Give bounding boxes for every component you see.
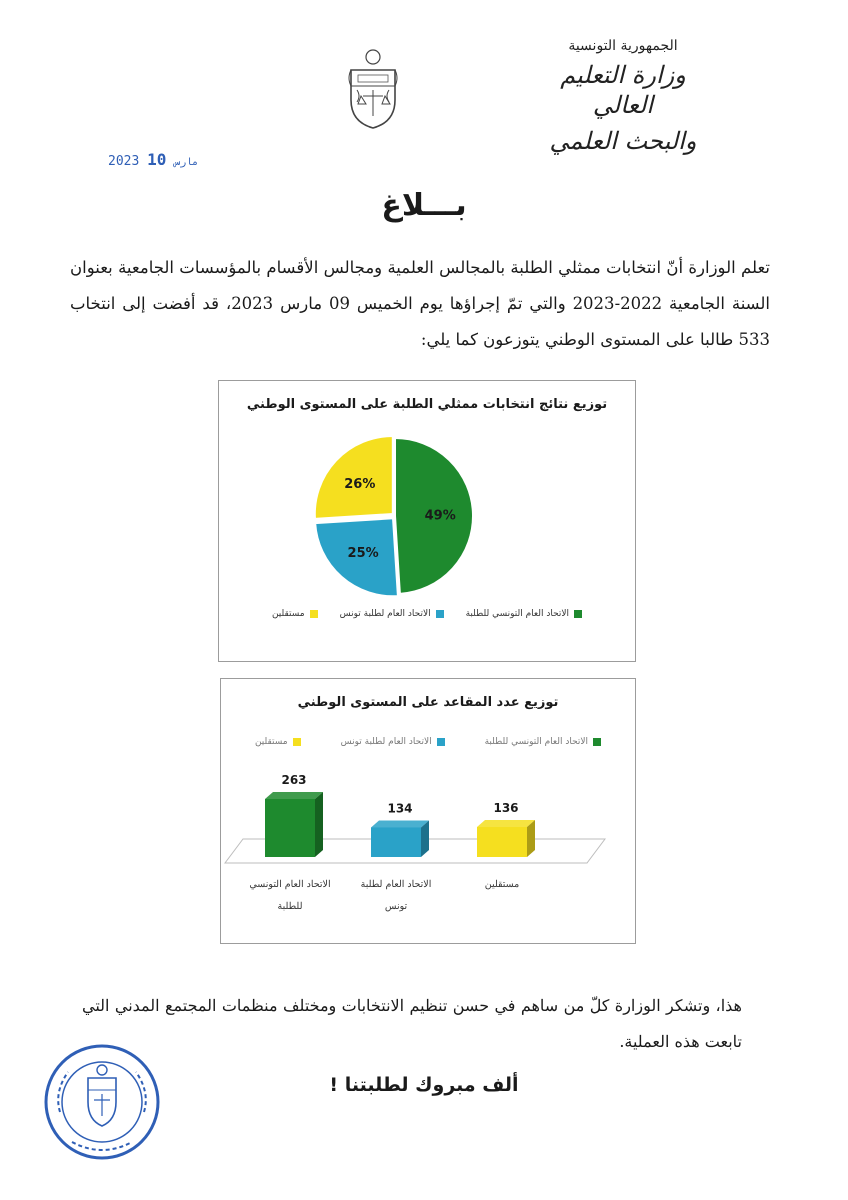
bar-value-label: 134	[387, 801, 413, 816]
bar	[265, 792, 323, 857]
pie-legend-label: الاتحاد العام التونسي للطلبة	[465, 609, 570, 619]
pie-chart-legend	[219, 609, 635, 619]
date-stamp	[108, 150, 198, 169]
bar-category-label: مستقلين	[484, 879, 520, 890]
pie-chart-title: توزيع نتائج انتخابات ممثلي الطلبة على المستوى الوطني	[246, 397, 608, 412]
legend-swatch-yellow	[310, 610, 318, 618]
date-stamp-day: 10	[147, 150, 167, 169]
bar-legend-label: مستقلين	[254, 737, 288, 747]
ministry-name-line2: والبحث العلمي	[549, 127, 697, 155]
date-stamp-month: مارس	[174, 157, 199, 168]
republic-name: الجمهورية التونسية	[568, 38, 678, 54]
official-seal-icon	[42, 1042, 162, 1162]
pie-legend-label: الاتحاد العام لطلبة تونس	[339, 609, 431, 619]
pie-legend-item	[272, 609, 318, 619]
date-stamp-year: 2023	[108, 154, 140, 169]
bar	[371, 820, 429, 857]
bar	[477, 820, 535, 857]
closing-paragraph: هذا، وتشكر الوزارة كلّ من ساهم في حسن تنظيم الانتخابات ومختلف منظمات المجتمع المدني التي تابعت هذه العملية.	[82, 996, 742, 1051]
pie-slice-label: 26%	[344, 476, 376, 492]
bar-value-label: 263	[281, 773, 307, 787]
bar-category-label: الاتحاد العام التونسي	[249, 879, 331, 890]
pie-slice-label: 49%	[424, 508, 456, 524]
pie-legend-label: مستقلين	[271, 609, 305, 619]
bar-chart-plot	[221, 679, 635, 943]
pie-chart	[218, 380, 636, 662]
coat-of-arms-icon	[345, 46, 401, 130]
ministry-name-line1: وزارة التعليم العالي	[560, 61, 686, 119]
legend-swatch-green	[574, 610, 582, 618]
pie-legend-item	[466, 609, 582, 619]
bar-legend-label: الاتحاد العام التونسي للطلبة	[484, 737, 589, 747]
bar-category-label: الاتحاد العام لطلبة	[360, 879, 432, 890]
notice-paragraph: تعلم الوزارة أنّ انتخابات ممثلي الطلبة بالمجالس العلمية ومجالس الأقسام بالمؤسسات الجامعية بعنوان السنة الجامعية 2022-2023 والتي تمّ إجراؤها يوم الخميس 09 مارس 2023، قد أفضت إلى انتخاب 533 طالبا على المستوى الوطني يتوزعون كما يلي:	[70, 258, 771, 349]
pie-legend-item	[340, 609, 444, 619]
pie-slice-label: 25%	[347, 546, 379, 562]
bar-legend-label: الاتحاد العام لطلبة تونس	[340, 737, 432, 747]
notice-title: بـــلاغ	[381, 188, 467, 223]
legend-swatch-blue	[436, 610, 444, 618]
congrats-message: ألف مبروك لطلبتنا !	[329, 1074, 519, 1096]
bar-category-label: للطلبة	[277, 901, 303, 912]
bar-category-label: تونس	[384, 901, 408, 912]
ministry-header	[538, 38, 708, 156]
pie-chart-plot	[219, 381, 635, 661]
bar-value-label: 136	[493, 801, 519, 816]
bar-chart	[220, 678, 636, 944]
bar-chart-title: توزيع عدد المقاعد على المستوى الوطني	[297, 695, 559, 710]
